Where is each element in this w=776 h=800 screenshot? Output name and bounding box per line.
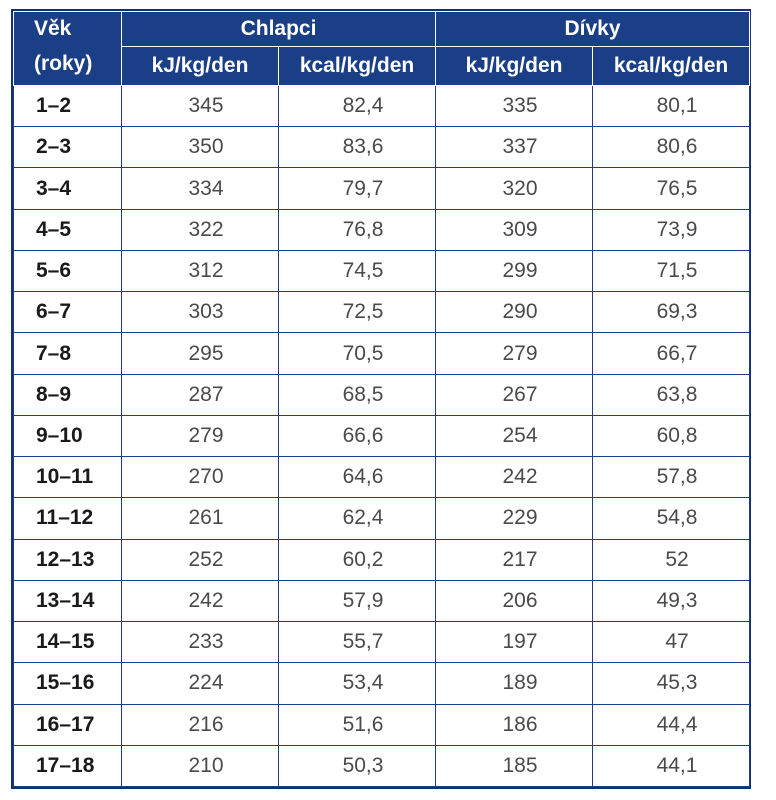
- age-column-header: [14, 12, 122, 86]
- boys-kcal-cell: 82,4: [279, 86, 436, 127]
- table-row: [14, 415, 750, 456]
- girls-kcal-cell: 60,8: [593, 415, 750, 456]
- data-table: [13, 11, 750, 787]
- boys-kj-cell: 279: [122, 415, 279, 456]
- boys-kj-cell: 224: [122, 663, 279, 704]
- boys-kcal-cell: 64,6: [279, 457, 436, 498]
- boys-kcal-cell: 50,3: [279, 745, 436, 786]
- girls-kcal-cell: 54,8: [593, 498, 750, 539]
- table-row: [14, 86, 750, 127]
- boys-kcal-cell: 62,4: [279, 498, 436, 539]
- age-cell: 13–14: [14, 580, 122, 621]
- girls-kj-cell: 217: [436, 539, 593, 580]
- unit-header-boys-kcal: kcal/kg/den: [279, 47, 436, 86]
- age-cell: 9–10: [14, 415, 122, 456]
- girls-kcal-cell: 47: [593, 622, 750, 663]
- boys-kcal-cell: 53,4: [279, 663, 436, 704]
- boys-kj-cell: 312: [122, 250, 279, 291]
- girls-kj-cell: 337: [436, 127, 593, 168]
- age-cell: 7–8: [14, 333, 122, 374]
- age-cell: 15–16: [14, 663, 122, 704]
- girls-kcal-cell: 52: [593, 539, 750, 580]
- girls-kj-cell: 254: [436, 415, 593, 456]
- boys-kcal-cell: 68,5: [279, 374, 436, 415]
- girls-kcal-cell: 71,5: [593, 250, 750, 291]
- age-cell: 2–3: [14, 127, 122, 168]
- girls-kj-cell: 299: [436, 250, 593, 291]
- boys-kcal-cell: 57,9: [279, 580, 436, 621]
- boys-kcal-cell: 74,5: [279, 250, 436, 291]
- girls-kcal-cell: 80,1: [593, 86, 750, 127]
- girls-kcal-cell: 63,8: [593, 374, 750, 415]
- boys-kj-cell: 270: [122, 457, 279, 498]
- boys-kj-cell: 322: [122, 209, 279, 250]
- boys-kj-cell: 345: [122, 86, 279, 127]
- table-row: [14, 168, 750, 209]
- girls-kcal-cell: 49,3: [593, 580, 750, 621]
- boys-kcal-cell: 76,8: [279, 209, 436, 250]
- girls-kcal-cell: 57,8: [593, 457, 750, 498]
- table-row: [14, 457, 750, 498]
- age-header-line2: (roky): [34, 52, 93, 75]
- table-row: [14, 498, 750, 539]
- unit-header-girls-kj: kJ/kg/den: [436, 47, 593, 86]
- table-row: [14, 250, 750, 291]
- boys-kj-cell: 334: [122, 168, 279, 209]
- age-cell: 10–11: [14, 457, 122, 498]
- boys-kcal-cell: 60,2: [279, 539, 436, 580]
- girls-kj-cell: 335: [436, 86, 593, 127]
- table-row: [14, 622, 750, 663]
- girls-kj-cell: 242: [436, 457, 593, 498]
- girls-kj-cell: 320: [436, 168, 593, 209]
- girls-kj-cell: 309: [436, 209, 593, 250]
- table-row: [14, 704, 750, 745]
- boys-kj-cell: 350: [122, 127, 279, 168]
- boys-kj-cell: 210: [122, 745, 279, 786]
- boys-kcal-cell: 79,7: [279, 168, 436, 209]
- header-row-groups: [14, 12, 750, 47]
- girls-kcal-cell: 44,1: [593, 745, 750, 786]
- boys-kj-cell: 252: [122, 539, 279, 580]
- energy-requirements-table: [11, 9, 751, 789]
- table-row: [14, 292, 750, 333]
- unit-header-boys-kj: kJ/kg/den: [122, 47, 279, 86]
- boys-kj-cell: 233: [122, 622, 279, 663]
- age-header-line1: Věk: [34, 17, 72, 40]
- girls-kcal-cell: 69,3: [593, 292, 750, 333]
- boys-kj-cell: 261: [122, 498, 279, 539]
- table-row: [14, 663, 750, 704]
- boys-kcal-cell: 66,6: [279, 415, 436, 456]
- girls-kcal-cell: 76,5: [593, 168, 750, 209]
- boys-kcal-cell: 72,5: [279, 292, 436, 333]
- boys-kcal-cell: 51,6: [279, 704, 436, 745]
- girls-kj-cell: 229: [436, 498, 593, 539]
- table-row: [14, 374, 750, 415]
- boys-kj-cell: 216: [122, 704, 279, 745]
- age-cell: 3–4: [14, 168, 122, 209]
- girls-kj-cell: 267: [436, 374, 593, 415]
- table-row: [14, 209, 750, 250]
- boys-kj-cell: 242: [122, 580, 279, 621]
- age-cell: 17–18: [14, 745, 122, 786]
- girls-kcal-cell: 73,9: [593, 209, 750, 250]
- girls-kj-cell: 206: [436, 580, 593, 621]
- girls-kcal-cell: 66,7: [593, 333, 750, 374]
- girls-kj-cell: 290: [436, 292, 593, 333]
- table-row: [14, 539, 750, 580]
- age-cell: 6–7: [14, 292, 122, 333]
- age-cell: 8–9: [14, 374, 122, 415]
- table-row: [14, 580, 750, 621]
- boys-kj-cell: 287: [122, 374, 279, 415]
- girls-kj-cell: 186: [436, 704, 593, 745]
- age-cell: 14–15: [14, 622, 122, 663]
- header-row-units: [14, 47, 750, 86]
- girls-kj-cell: 279: [436, 333, 593, 374]
- age-cell: 1–2: [14, 86, 122, 127]
- age-cell: 16–17: [14, 704, 122, 745]
- boys-kcal-cell: 70,5: [279, 333, 436, 374]
- table-header: [14, 12, 750, 86]
- girls-kj-cell: 189: [436, 663, 593, 704]
- boys-kcal-cell: 83,6: [279, 127, 436, 168]
- girls-kcal-cell: 45,3: [593, 663, 750, 704]
- boys-kcal-cell: 55,7: [279, 622, 436, 663]
- girls-kj-cell: 197: [436, 622, 593, 663]
- girls-kcal-cell: 44,4: [593, 704, 750, 745]
- table-row: [14, 127, 750, 168]
- table-row: [14, 745, 750, 786]
- age-cell: 11–12: [14, 498, 122, 539]
- age-cell: 5–6: [14, 250, 122, 291]
- table-body: [14, 86, 750, 787]
- boys-kj-cell: 303: [122, 292, 279, 333]
- age-cell: 4–5: [14, 209, 122, 250]
- group-header-boys: Chlapci: [122, 12, 436, 47]
- boys-kj-cell: 295: [122, 333, 279, 374]
- group-header-girls: Dívky: [436, 12, 750, 47]
- girls-kj-cell: 185: [436, 745, 593, 786]
- age-cell: 12–13: [14, 539, 122, 580]
- unit-header-girls-kcal: kcal/kg/den: [593, 47, 750, 86]
- table-row: [14, 333, 750, 374]
- girls-kcal-cell: 80,6: [593, 127, 750, 168]
